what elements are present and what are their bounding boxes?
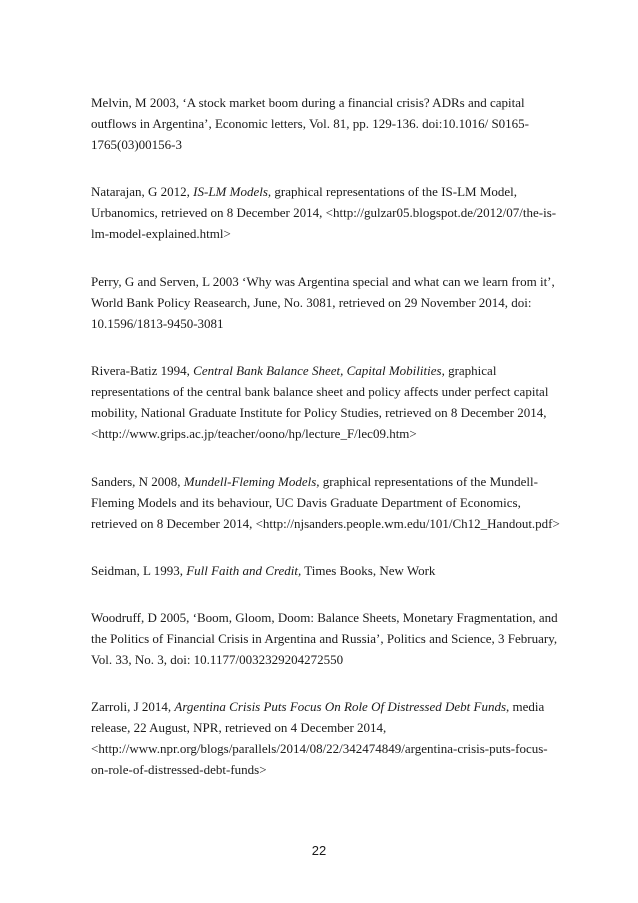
reference-text: Perry, G and Serven, L 2003 ‘Why was Argentina special and what can we learn from it’, World Bank Policy Reasearch, June, No. 3081, retrieved on 29 November 2014, doi: 10.1596/1813-9450-3081 [91,274,555,331]
reference-entry-seidman [91,560,561,581]
reference-entry-woodruff [91,607,561,670]
reference-text: Seidman, L 1993, [91,563,187,578]
reference-title: Central Bank Balance Sheet, Capital Mobilities, [193,363,445,378]
reference-list [91,92,561,807]
reference-entry-zarroli [91,696,561,780]
page-number: 22 [311,843,327,858]
reference-text: Natarajan, G 2012, [91,184,194,199]
reference-text: , media release, 22 August, NPR, retrieved on 4 December 2014, <http://www.npr.org/blogs/parallels/2014/08/22/342474849/argentina-crisis-puts-focus-on-role-of-distressed-debt-funds> [91,699,548,777]
reference-text: Rivera-Batiz 1994, [91,363,194,378]
reference-text: graphical representations of the IS-LM Model, Urbanomics, retrieved on 8 December 2014, <http://gulzar05.blogspot.de/2012/07/the-is-lm-model-explained.html> [91,184,557,241]
reference-entry-perry [91,271,561,334]
reference-text: Times Books, New Work [301,563,436,578]
reference-entry-sanders [91,471,561,534]
reference-title: Full Faith and Credit, [186,563,302,578]
reference-text: Sanders, N 2008, [91,474,184,489]
reference-entry-melvin [91,92,561,155]
reference-text: graphical representations of the Mundell-Fleming Models and its behaviour, UC Davis Graduate Department of Economics, retrieved on 8 December 2014, <http://njsanders.people.wm.edu/101/Ch12_Handout.pdf> [91,474,560,531]
reference-entry-natarajan [91,181,561,244]
reference-text: graphical representations of the central bank balance sheet and policy affects under perfect capital mobility, National Graduate Institute for Policy Studies, retrieved on 8 December 2014, <http://www.grips.ac.jp/teacher/oono/hp/lecture_F/lec09.htm> [91,363,549,441]
reference-entry-rivera-batiz [91,360,561,444]
reference-text: Woodruff, D 2005, ‘Boom, Gloom, Doom: Balance Sheets, Monetary Fragmentation, and the Politics of Financial Crisis in Argentina and Russia’, Politics and Science, 3 February, Vol. 33, No. 3, doi: 10.1177/0032329204272550 [91,610,558,667]
reference-title: Argentina Crisis Puts Focus On Role Of Distressed Debt Funds [174,699,507,714]
reference-text: Melvin, M 2003, ‘A stock market boom during a financial crisis? ADRs and capital outflows in Argentina’, Economic letters, Vol. 81, pp. 129-136. doi:10.1016/ S0165-1765(03)00156-3 [91,95,530,152]
reference-title: IS-LM Models, [193,184,272,199]
reference-text: Zarroli, J 2014, [91,699,175,714]
reference-title: Mundell-Fleming Models, [183,474,320,489]
